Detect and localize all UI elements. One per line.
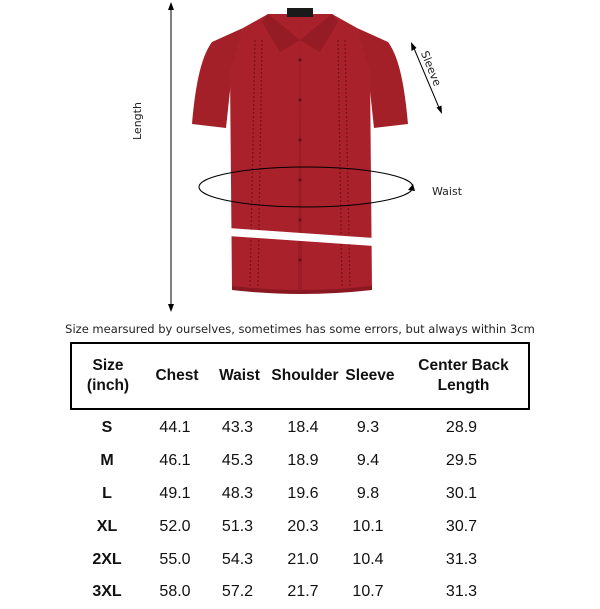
length-arrow bbox=[168, 2, 174, 312]
size-cell: M bbox=[100, 452, 114, 470]
table-row bbox=[72, 543, 528, 576]
table-row bbox=[72, 412, 528, 445]
length-cell: 30.7 bbox=[445, 517, 478, 535]
header-waist: Waist bbox=[219, 367, 260, 384]
length-label: Length bbox=[131, 102, 144, 140]
shoulder-cell: 20.3 bbox=[287, 517, 319, 535]
length-cell: 31.3 bbox=[445, 550, 478, 568]
length-cell: 29.5 bbox=[445, 452, 478, 470]
length-cell: 31.3 bbox=[445, 583, 478, 601]
table-row bbox=[72, 478, 528, 511]
shoulder-cell: 19.6 bbox=[287, 484, 319, 502]
size-cell: S bbox=[101, 419, 113, 437]
table-row bbox=[72, 510, 528, 543]
sleeve-cell: 9.3 bbox=[356, 419, 380, 437]
sleeve-cell: 10.7 bbox=[352, 583, 384, 601]
header-shoulder: Shoulder bbox=[271, 367, 339, 384]
measurement-note: Size mearsured by ourselves, sometimes has some errors, but always within 3cm bbox=[65, 322, 535, 336]
sleeve-cell: 10.4 bbox=[352, 550, 384, 568]
length-cell: 30.1 bbox=[445, 484, 478, 502]
waist-cell: 45.3 bbox=[221, 452, 254, 470]
chest-cell: 46.1 bbox=[159, 452, 191, 470]
header-cbl-line2: Length bbox=[437, 377, 490, 394]
chest-cell: 58.0 bbox=[159, 583, 191, 601]
waist-cell: 48.3 bbox=[221, 484, 254, 502]
table-row bbox=[72, 445, 528, 478]
header-size-line1: Size bbox=[92, 357, 124, 374]
sleeve-cell: 9.4 bbox=[356, 452, 380, 470]
size-table-body bbox=[72, 412, 528, 609]
waist-cell: 57.2 bbox=[221, 583, 254, 601]
size-cell: XL bbox=[96, 517, 118, 535]
shirt-body bbox=[192, 8, 408, 294]
chest-cell: 49.1 bbox=[159, 484, 191, 502]
header-cbl-line1: Center Back bbox=[418, 357, 509, 374]
sleeve-cell: 10.1 bbox=[352, 517, 384, 535]
header-size-line2: (inch) bbox=[86, 377, 130, 394]
sleeve-label: Sleeve bbox=[417, 49, 444, 89]
size-table-header bbox=[70, 342, 530, 410]
size-cell: 2XL bbox=[92, 550, 122, 568]
waist-cell: 43.3 bbox=[221, 419, 254, 437]
header-center-back-length bbox=[399, 356, 528, 396]
shoulder-cell: 18.9 bbox=[287, 452, 319, 470]
chest-cell: 55.0 bbox=[159, 550, 191, 568]
size-cell: L bbox=[102, 484, 112, 502]
header-chest: Chest bbox=[155, 367, 199, 384]
header-size bbox=[72, 356, 144, 396]
shoulder-cell: 21.7 bbox=[287, 583, 319, 601]
chest-cell: 44.1 bbox=[159, 419, 191, 437]
waist-cell: 51.3 bbox=[221, 517, 254, 535]
table-row bbox=[72, 576, 528, 609]
shoulder-cell: 18.4 bbox=[287, 419, 319, 437]
length-cell: 28.9 bbox=[445, 419, 478, 437]
header-sleeve: Sleeve bbox=[345, 367, 395, 384]
sleeve-cell: 9.8 bbox=[356, 484, 380, 502]
size-cell: 3XL bbox=[92, 583, 122, 601]
shoulder-cell: 21.0 bbox=[287, 550, 319, 568]
waist-cell: 54.3 bbox=[221, 550, 254, 568]
waist-label: Waist bbox=[432, 185, 463, 198]
chest-cell: 52.0 bbox=[159, 517, 191, 535]
